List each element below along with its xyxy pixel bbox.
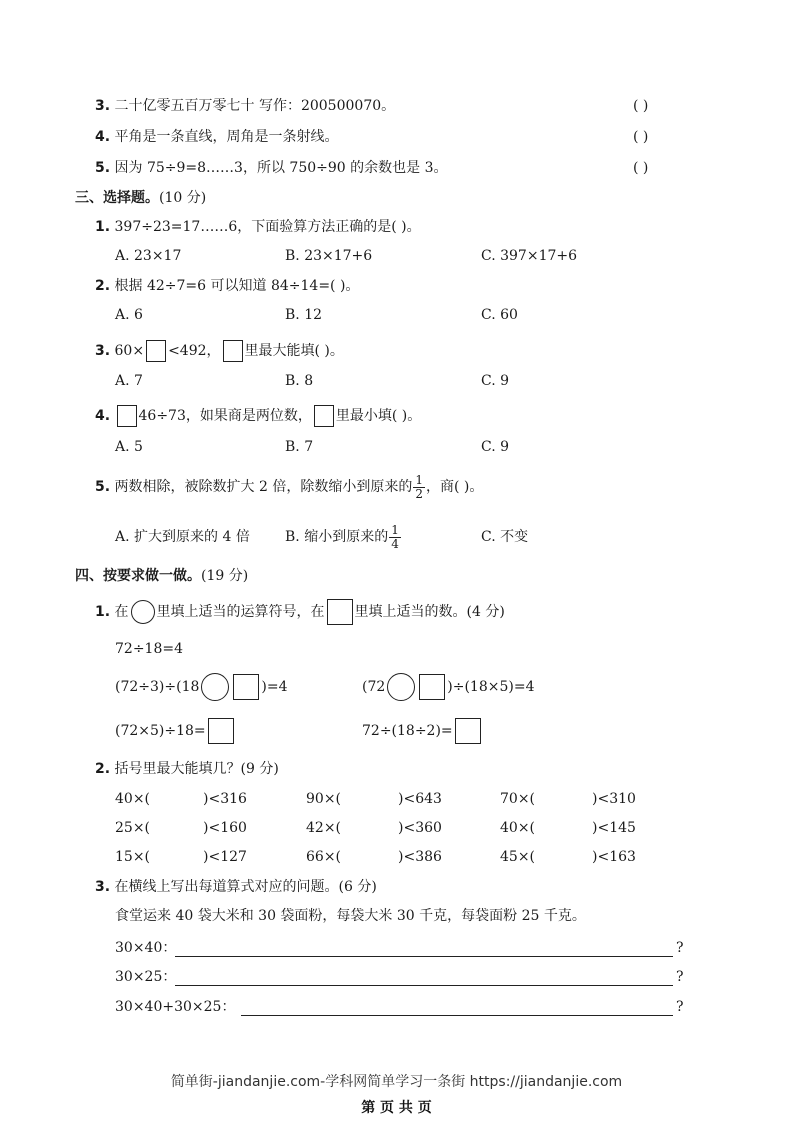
option-a: A. 23×17 — [115, 248, 182, 264]
answer-line-label: 30×25： — [115, 969, 177, 985]
fill-item-r: )<127 — [203, 849, 247, 865]
fill-item-r: )<643 — [398, 791, 442, 807]
judge-item-3 — [95, 96, 395, 116]
equation-2-left: (72 — [362, 679, 386, 695]
answer-line[interactable] — [175, 985, 673, 986]
option-c: C. 9 — [481, 373, 510, 389]
given-equation: 72÷18=4 — [115, 641, 183, 657]
option-a: A. 7 — [115, 373, 143, 389]
judge-item-4 — [95, 127, 339, 147]
blank-box[interactable] — [327, 599, 353, 625]
blank-box[interactable] — [223, 340, 243, 362]
equation-1-right: )=4 — [261, 679, 288, 695]
fraction — [413, 474, 425, 501]
blank-circle[interactable] — [387, 673, 415, 701]
question-text-post: 里最小填( )。 — [335, 408, 422, 424]
question-number: 5. — [95, 479, 111, 495]
fill-item-l: 90×( — [306, 791, 342, 807]
equation-3 — [115, 717, 236, 745]
option-b: B. 23×17+6 — [285, 248, 373, 264]
blank-box[interactable] — [455, 718, 481, 744]
option-a: A. 扩大到原来的 4 倍 — [115, 529, 250, 545]
work-q1 — [95, 597, 505, 627]
choice-q1 — [95, 217, 421, 237]
question-text: 397÷23=17……6，下面验算方法正确的是( )。 — [114, 219, 421, 235]
blank-box[interactable] — [117, 405, 137, 427]
choice-q3 — [95, 338, 344, 364]
section-score: (10 分) — [159, 190, 207, 206]
question-text-tail: ，商( )。 — [425, 479, 484, 495]
question-text-post: 里最大能填( )。 — [244, 343, 344, 359]
equation-4 — [362, 717, 483, 745]
fill-item-l: 45×( — [500, 849, 536, 865]
equation-1 — [115, 673, 288, 701]
blank-box[interactable] — [146, 340, 166, 362]
option-b — [285, 520, 402, 554]
answer-line-label: 30×40： — [115, 940, 177, 956]
fill-item-r: )<386 — [398, 849, 442, 865]
fill-item-r: )<310 — [592, 791, 636, 807]
equation-2-right: )÷(18×5)=4 — [447, 679, 535, 695]
fill-item-l: 66×( — [306, 849, 342, 865]
question-number: 3. — [95, 879, 111, 895]
page-number: 第 页 共 页 — [361, 1100, 432, 1116]
watermark-text: 简单街-jiandanjie.com-学科网简单学习一条街 https://jiandanjie.com — [170, 1074, 623, 1090]
question-number: 1. — [95, 604, 111, 620]
question-text: 在横线上写出每道算式对应的问题。(6 分) — [114, 879, 377, 895]
option-b: B. 7 — [285, 439, 314, 455]
choice-q4 — [95, 403, 421, 429]
fill-item-l: 42×( — [306, 820, 342, 836]
item-number: 3. — [95, 98, 111, 114]
question-text-mid: <492， — [168, 343, 221, 359]
fill-item-l: 70×( — [500, 791, 536, 807]
answer-line-label: 30×40+30×25： — [115, 999, 236, 1015]
option-b-text: B. 缩小到原来的 — [285, 529, 389, 545]
fill-item-r: )<160 — [203, 820, 247, 836]
answer-paren: ( ) — [633, 160, 649, 176]
option-c: C. 397×17+6 — [481, 248, 578, 264]
question-text: 根据 42÷7=6 可以知道 84÷14=( )。 — [114, 278, 360, 294]
fill-item-l: 40×( — [115, 791, 151, 807]
problem-context: 食堂运来 40 袋大米和 30 袋面粉，每袋大米 30 千克，每袋面粉 25 千克。 — [115, 908, 586, 924]
fill-item-l: 25×( — [115, 820, 151, 836]
equation-2 — [362, 673, 535, 701]
fraction — [389, 524, 401, 551]
answer-line[interactable] — [241, 1015, 673, 1016]
blank-circle[interactable] — [131, 600, 155, 624]
question-number: 1. — [95, 219, 111, 235]
question-mark: ? — [676, 969, 684, 985]
option-c: C. 9 — [481, 439, 510, 455]
option-c: C. 不变 — [481, 529, 529, 545]
choice-q5 — [95, 470, 483, 504]
answer-paren: ( ) — [633, 98, 649, 114]
fraction-denominator: 4 — [391, 536, 399, 551]
answer-line[interactable] — [175, 956, 673, 957]
fill-item-l: 40×( — [500, 820, 536, 836]
blank-box[interactable] — [314, 405, 334, 427]
work-q2 — [95, 759, 279, 779]
question-mark: ? — [676, 940, 684, 956]
judge-item-5 — [95, 158, 448, 178]
item-text: 因为 75÷9=8……3，所以 750÷90 的余数也是 3。 — [114, 160, 448, 176]
option-a: A. 6 — [115, 307, 143, 323]
section-title: 四、按要求做一做。 — [75, 568, 201, 584]
option-c: C. 60 — [481, 307, 518, 323]
fill-item-r: )<316 — [203, 791, 247, 807]
item-text: 二十亿零五百万零七十 写作：200500070。 — [114, 98, 396, 114]
fill-item-r: )<145 — [592, 820, 636, 836]
fraction-numerator: 1 — [415, 472, 423, 487]
work-q3 — [95, 877, 377, 897]
blank-box[interactable] — [208, 718, 234, 744]
question-number: 3. — [95, 343, 111, 359]
equation-4-text: 72÷(18÷2)= — [362, 723, 453, 739]
equation-1-left: (72÷3)÷(18 — [115, 679, 200, 695]
question-number: 2. — [95, 761, 111, 777]
choice-section-heading — [75, 188, 206, 208]
option-b: B. 8 — [285, 373, 314, 389]
section-title: 三、选择题。 — [75, 190, 159, 206]
equation-3-text: (72×5)÷18= — [115, 723, 206, 739]
section-score: (19 分) — [201, 568, 249, 584]
fraction-denominator: 2 — [415, 486, 423, 501]
choice-q2 — [95, 276, 359, 296]
question-text-mid: 里填上适当的运算符号，在 — [156, 604, 325, 620]
question-text-pre: 60× — [114, 343, 145, 359]
question-text: 两数相除，被除数扩大 2 倍，除数缩小到原来的 — [114, 479, 413, 495]
blank-circle[interactable] — [201, 673, 229, 701]
question-mark: ? — [676, 999, 684, 1015]
question-text-mid: 46÷73，如果商是两位数， — [138, 408, 312, 424]
work-section-heading — [75, 566, 248, 586]
item-number: 5. — [95, 160, 111, 176]
question-text-post: 里填上适当的数。(4 分) — [354, 604, 505, 620]
blank-box[interactable] — [419, 674, 445, 700]
blank-box[interactable] — [233, 674, 259, 700]
question-number: 2. — [95, 278, 111, 294]
fill-item-l: 15×( — [115, 849, 151, 865]
item-text: 平角是一条直线，周角是一条射线。 — [114, 129, 339, 145]
option-b: B. 12 — [285, 307, 323, 323]
question-number: 4. — [95, 408, 111, 424]
fraction-numerator: 1 — [391, 522, 399, 537]
fill-item-r: )<360 — [398, 820, 442, 836]
option-a: A. 5 — [115, 439, 143, 455]
answer-paren: ( ) — [633, 129, 649, 145]
question-text-pre: 在 — [114, 604, 129, 620]
item-number: 4. — [95, 129, 111, 145]
question-text: 括号里最大能填几？(9 分) — [114, 761, 279, 777]
fill-item-r: )<163 — [592, 849, 636, 865]
